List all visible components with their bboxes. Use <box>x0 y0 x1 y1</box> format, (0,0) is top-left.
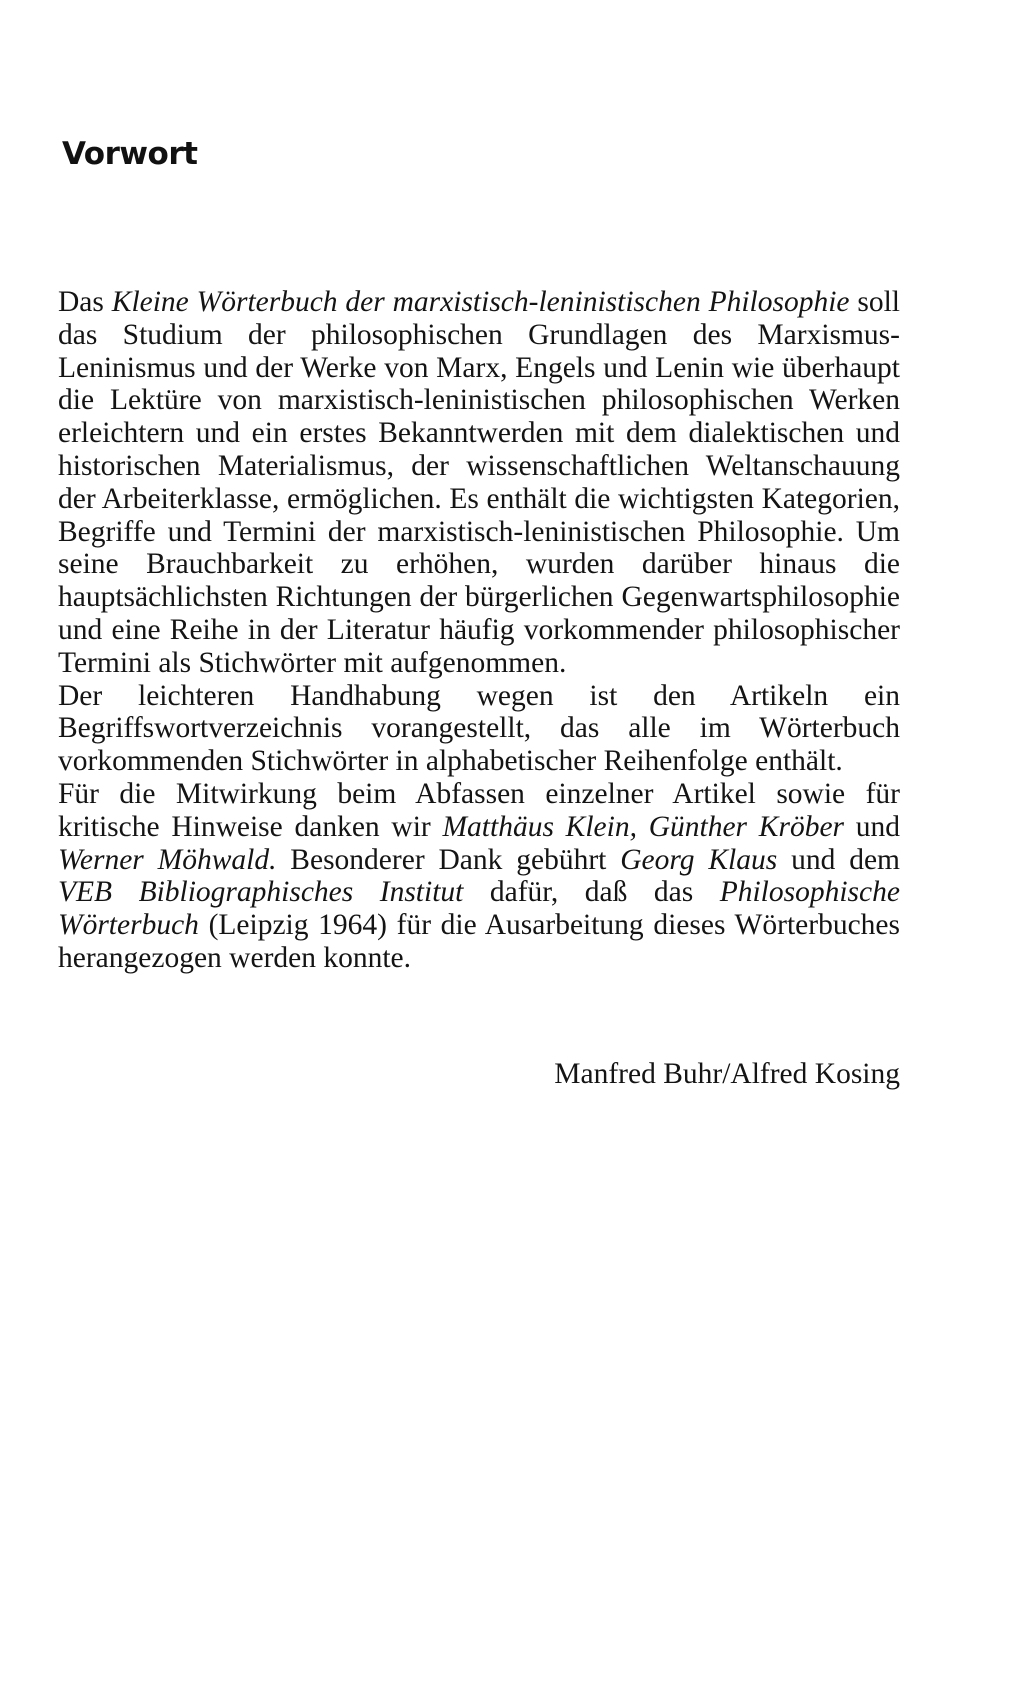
p3-text-1: Für die Mitwirkung beim Abfassen einzelner Artikel sowie für kritische Hinweise danken wir <box>58 777 900 843</box>
p3-name-5: VEB Bibliographisches Institut <box>58 876 464 909</box>
p3-text-3: und <box>844 810 901 843</box>
p1-book-title: Kleine Wörterbuch der marxistisch-leninistischen Philosophie <box>111 286 850 318</box>
p3-text-2 <box>637 811 649 843</box>
p3-name-1: Matthäus Klein, <box>442 810 637 843</box>
p3-text-5: und dem <box>777 843 900 876</box>
authors-signature: Manfred Buhr/Alfred Kosing <box>554 1058 900 1090</box>
p3-name-6: Philosophische Wörterbuch <box>58 876 900 942</box>
paragraph-2: Der leichteren Handhabung wegen ist den Artikeln ein Begriffswortverzeichnis vorangestellt, das alle im Wörterbuch vorkommenden Stichwörter in alphabetischer Reihenfolge enthält. <box>58 679 900 778</box>
page-heading: Vorwort <box>62 136 198 172</box>
paragraph-3 <box>58 778 900 975</box>
p1-rest: soll das Studium der philosophischen Grundlagen des Marxismus-Leninismus und der Werke von Marx, Engels und Lenin wie überhaupt die Lektüre von marxistisch-leninistischen philosophischen Werken erleichtern und ein erstes Bekanntwerden mit dem dialektischen und historischen Materialismus, der wissenschaftlichen Weltanschauung der Arbeiterklasse, ermöglichen. Es enthält die wichtigsten Kategorien, Begriffe und Termini der marxistisch-leninistischen Philosophie. Um seine Brauchbarkeit zu erhöhen, wurden darüber hinaus die hauptsächlichsten Richtungen der bürgerlichen Gegenwartsphilosophie und eine Reihe in der Literatur häufig vorkommender philosophischer Termini als Stichwörter mit aufgenommen. <box>58 286 900 679</box>
preface-body <box>58 286 900 975</box>
p3-name-4: Georg Klaus <box>620 843 778 876</box>
p3-name-2: Günther Kröber <box>648 810 845 843</box>
p3-text-4: Besonderer Dank gebührt <box>276 843 621 876</box>
p1-pre: Das <box>58 286 112 318</box>
p3-text-6: dafür, daß das <box>463 876 720 909</box>
p3-text-7: (Leipzig 1964) für die Ausarbeitung dieses Wörterbuches herangezogen werden konnte. <box>58 909 900 974</box>
paragraph-1 <box>58 286 900 680</box>
p3-name-3: Werner Möhwald. <box>58 843 277 876</box>
